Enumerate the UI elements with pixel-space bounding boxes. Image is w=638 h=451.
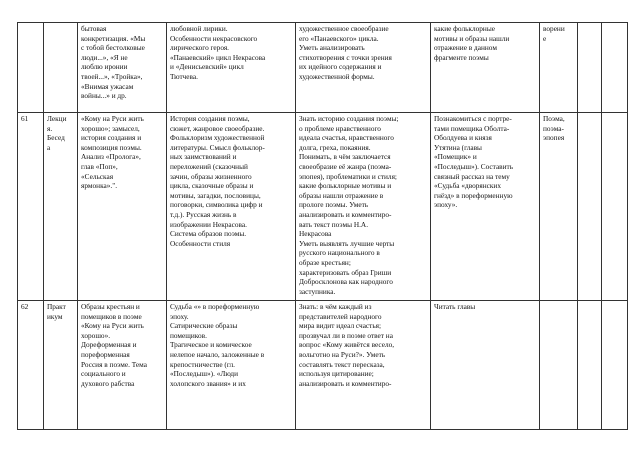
cell-text-line: художественной формы. [299, 71, 375, 81]
cell-text-line: т.д.). Русская жизнь в [170, 209, 237, 219]
cell-text-line: эпоху. [170, 311, 189, 321]
cell-text-line: мира видит идеал счастья; [299, 321, 382, 331]
cell-homework [431, 301, 540, 430]
cell-text-line: История создания поэмы, [170, 114, 250, 123]
cell-type [44, 23, 78, 113]
cell-text-line: Судьба «» в пореформенную [170, 302, 260, 311]
cell-topic [78, 113, 167, 301]
cell-text-line: вопрос «Кому живётся весело, [299, 340, 395, 350]
cell-text-line: духового рабства [81, 378, 135, 388]
cell-text-line: а [47, 142, 51, 152]
cell-text-line: Уметь выявлять лучшие черты [299, 238, 395, 248]
cell-text-line: твоей...», «Тройка», [81, 71, 143, 81]
cell-text-line: с тобой бестолковые [81, 43, 145, 53]
cell-text-line: Уметь анализировать [299, 43, 365, 53]
cell-topic [78, 23, 167, 113]
cell-text-line: сюжет, жанровое своеобразие. [170, 123, 265, 133]
cell-num [18, 23, 44, 113]
cell-text-line: какие фольклорные мотивы и [299, 181, 392, 191]
cell-text-line: заступника. [299, 286, 336, 296]
cell-content [167, 23, 296, 113]
table-row [18, 113, 628, 301]
cell-e2 [602, 23, 628, 113]
cell-text-line: Анализ «Пролога», [81, 152, 141, 162]
cell-text-line: вольготно на Руси?». Уметь [299, 349, 386, 359]
cell-text-line: композиция поэмы. [81, 142, 142, 152]
cell-text-line: крепостничестве (гл. [170, 359, 235, 369]
cell-text-line: хорошо»; замысел, [81, 123, 140, 133]
cell-text-line: эпоху». [434, 200, 458, 210]
cell-text-line: люди...», «Я не [81, 52, 128, 62]
cell-text-line: «Сельская [81, 171, 114, 181]
cell-text-line: образы нашли отражение в [299, 190, 384, 200]
cell-text-line: глав «Поп», [81, 161, 118, 171]
cell-text-line: Практ [47, 302, 66, 311]
cell-text-line: образе крестьян; [299, 257, 351, 267]
cell-text-line: Образы крестьян и [81, 302, 140, 311]
cell-text-line: «Последыш»). «Люди [170, 369, 239, 379]
cell-text-line: Добросклонова как народного [299, 277, 393, 287]
cell-text-line: зачин, образы жизненного [170, 171, 252, 181]
cell-text-line: его «Панаевского» цикла. [299, 33, 379, 43]
cell-requirements [296, 301, 431, 430]
cell-num [18, 113, 44, 301]
cell-text-line: «Последыш»). Составить [434, 161, 514, 171]
cell-text-line: представителей народного [299, 311, 382, 321]
cell-text-line: Трагическое и комическое [170, 340, 252, 350]
curriculum-table [17, 22, 628, 430]
cell-text-line: ных заимствований и [170, 152, 237, 162]
cell-text-line: е [543, 33, 547, 43]
cell-text-line: их идейного содержания и [299, 62, 382, 72]
cell-text-line: любовной лирики. [170, 24, 228, 33]
cell-text-line: своеобразие её жанра (поэма- [299, 161, 392, 171]
cell-text-line: Бесед [47, 133, 65, 143]
cell-text-line: Понимать, в чём заключается [299, 152, 391, 162]
cell-text-line: русского национального в [299, 248, 380, 258]
cell-text-line: холопского звания» и их [170, 378, 246, 388]
cell-num [18, 301, 44, 430]
cell-text-line: нелепое начало, заложенные в [170, 349, 265, 359]
cell-homework [431, 113, 540, 301]
cell-text-line: анализировать и комментиро- [299, 378, 392, 388]
cell-e2 [602, 301, 628, 430]
cell-text-line: я. [47, 123, 53, 133]
cell-text-line: Некрасова [299, 229, 332, 239]
cell-text-line: переложений (сказочный [170, 161, 248, 171]
cell-content [167, 113, 296, 301]
cell-text-line: ворени [543, 24, 565, 33]
cell-text-line: Поэма, [543, 114, 565, 123]
cell-text-line: фрагменте поэмы [434, 52, 489, 62]
cell-text-line: «Панаевский» цикл Некрасова [170, 52, 266, 62]
cell-text-line: какие фольклорные [434, 24, 495, 33]
cell-text-line: «Судьба «дворянских [434, 181, 501, 191]
cell-e2 [602, 113, 628, 301]
cell-text-line: икум [47, 311, 63, 321]
table-row [18, 23, 628, 113]
cell-text-line: «Внимая ужасам [81, 81, 134, 91]
cell-text-line: гнёзд» в пореформенную [434, 190, 513, 200]
cell-text-line: Сатирические образы [170, 321, 238, 331]
cell-text-line: Фольклоризм художественной [170, 133, 265, 143]
cell-text-line: помещиков в поэме [81, 311, 142, 321]
cell-topic [78, 301, 167, 430]
cell-text-line: мотивы, загадки, пословицы, [170, 190, 261, 200]
cell-text-line: отражение в данном [434, 43, 497, 53]
cell-type [44, 301, 78, 430]
cell-extra [540, 301, 578, 430]
cell-text-line: стихотворения с точки зрения [299, 52, 392, 62]
cell-text-line: характеризовать образ Гриши [299, 267, 392, 277]
cell-text-line: Утятина (главы [434, 142, 482, 152]
cell-text-line: Особенности стиля [170, 238, 231, 248]
cell-text: 62 [21, 302, 29, 311]
cell-text-line: эпопея), проблематики и стиля; [299, 171, 397, 181]
cell-extra [540, 113, 578, 301]
cell-homework [431, 23, 540, 113]
cell-text-line: анализировать и комментиро- [299, 209, 392, 219]
cell-text-line: Россия в поэме. Тема [81, 359, 147, 369]
cell-text-line: социального и [81, 369, 126, 379]
cell-text-line: используя цитирование; [299, 369, 374, 379]
cell-text-line: хорошо». [81, 330, 111, 340]
cell-text-line: тами помещика Оболта- [434, 123, 510, 133]
cell-text-line: «Кому на Руси жить [81, 114, 144, 123]
cell-text-line: Оболдуева и князя [434, 133, 492, 143]
cell-text-line: люблю иронии [81, 62, 128, 72]
cell-text-line: войны...» и др. [81, 91, 127, 101]
cell-text-line: Познакомиться с портре- [434, 114, 512, 123]
cell-text-line: Тютчева. [170, 71, 198, 81]
cell-text-line: и «Денисьевский» цикл [170, 62, 244, 72]
table-row [18, 301, 628, 430]
cell-requirements [296, 113, 431, 301]
cell-e1 [578, 113, 602, 301]
cell-text-line: художественное своеобразие [299, 24, 389, 33]
cell-text-line: «Помещик» и [434, 152, 477, 162]
cell-text-line: связный рассказ на тему [434, 171, 510, 181]
cell-e1 [578, 301, 602, 430]
cell-text-line: Лекци [47, 114, 67, 123]
cell-requirements [296, 23, 431, 113]
cell-e1 [578, 23, 602, 113]
cell-content [167, 301, 296, 430]
cell-text-line: конкретизация. «Мы [81, 33, 146, 43]
cell-text-line: о проблеме нравственного [299, 123, 381, 133]
cell-text-line: литературы. Смысл фольклор- [170, 142, 265, 152]
cell-text-line: лирического героя. [170, 43, 230, 53]
cell-text-line: вать текст поэмы Н.А. [299, 219, 369, 229]
cell-text-line: цикла, сказочные образы и [170, 181, 254, 191]
cell-text-line: Дореформенная и [81, 340, 137, 350]
cell-text-line: помещиков. [170, 330, 207, 340]
cell-text-line: прозвучал ли в поэме ответ на [299, 330, 393, 340]
cell-text-line: Знать: в чём каждый из [299, 302, 372, 311]
cell-text-line: ярмонка».". [81, 181, 118, 191]
cell-text-line: Система образов поэмы. [170, 229, 247, 239]
cell-text-line: составлять текст пересказа, [299, 359, 385, 369]
cell-text: 61 [21, 114, 29, 123]
cell-text-line: изображении Некрасова. [170, 219, 247, 229]
cell-text-line: поэма- [543, 123, 564, 133]
cell-extra [540, 23, 578, 113]
cell-text-line: Знать историю создания поэмы; [299, 114, 399, 123]
cell-text-line: пореформенная [81, 349, 130, 359]
cell-text-line: эпопея [543, 133, 565, 143]
cell-text-line: долга, греха, покаяния. [299, 142, 371, 152]
cell-text-line: Особенности некрасовского [170, 33, 258, 43]
cell-text-line: идеала счастья, нравственного [299, 133, 394, 143]
cell-text-line: поговорки, символика цифр и [170, 200, 263, 210]
cell-text-line: история создания и [81, 133, 142, 143]
cell-text-line: Читать главы [434, 302, 476, 311]
cell-text-line: прологе поэмы. Уметь [299, 200, 369, 210]
cell-text-line: мотивы и образы нашли [434, 33, 510, 43]
cell-type [44, 113, 78, 301]
cell-text-line: «Кому на Руси жить [81, 321, 144, 331]
cell-text-line: бытовая [81, 24, 107, 33]
